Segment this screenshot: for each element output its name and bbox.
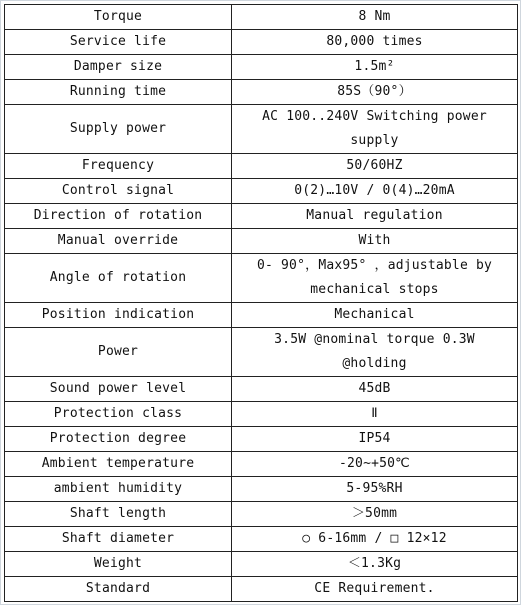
spec-value: 1.5m² <box>232 55 518 80</box>
table-row <box>5 55 518 80</box>
spec-label: Protection degree <box>5 427 232 452</box>
spec-label: Ambient temperature <box>5 452 232 477</box>
table-row <box>5 427 518 452</box>
spec-value: ＞50mm <box>232 502 518 527</box>
spec-value: IP54 <box>232 427 518 452</box>
table-row <box>5 179 518 204</box>
spec-label: Weight <box>5 552 232 577</box>
table-row <box>5 80 518 105</box>
table-row <box>5 552 518 577</box>
spec-label: Power <box>5 328 232 377</box>
spec-label: Position indication <box>5 303 232 328</box>
spec-value: 45dB <box>232 377 518 402</box>
spec-label: Manual override <box>5 229 232 254</box>
spec-value: AC 100..240V Switching power supply <box>232 105 518 154</box>
table-row <box>5 303 518 328</box>
table-row <box>5 502 518 527</box>
spec-label: Damper size <box>5 55 232 80</box>
table-row <box>5 402 518 427</box>
spec-label: Supply power <box>5 105 232 154</box>
table-row <box>5 154 518 179</box>
spec-value: -20~+50℃ <box>232 452 518 477</box>
spec-label: Shaft diameter <box>5 527 232 552</box>
spec-label: Running time <box>5 80 232 105</box>
spec-value: With <box>232 229 518 254</box>
spec-value: ○ 6-16mm / □ 12×12 <box>232 527 518 552</box>
table-row <box>5 577 518 602</box>
spec-label: Torque <box>5 5 232 30</box>
spec-label: Angle of rotation <box>5 254 232 303</box>
spec-value: 3.5W @nominal torque 0.3W @holding <box>232 328 518 377</box>
table-row <box>5 527 518 552</box>
spec-value: 5-95%RH <box>232 477 518 502</box>
table-row <box>5 328 518 377</box>
spec-value: 0- 90°，Max95° ，adjustable by mechanical stops <box>232 254 518 303</box>
spec-label: Direction of rotation <box>5 204 232 229</box>
spec-value: 8 Nm <box>232 5 518 30</box>
spec-value: CE Requirement. <box>232 577 518 602</box>
spec-label: Sound power level <box>5 377 232 402</box>
spec-value: Ⅱ <box>232 402 518 427</box>
spec-value: 80,000 times <box>232 30 518 55</box>
table-row <box>5 229 518 254</box>
spec-label: Shaft length <box>5 502 232 527</box>
spec-value: Manual regulation <box>232 204 518 229</box>
spec-value: 0(2)…10V / 0(4)…20mA <box>232 179 518 204</box>
spec-label: Control signal <box>5 179 232 204</box>
spec-value: 85S（90°） <box>232 80 518 105</box>
table-row <box>5 254 518 303</box>
table-row <box>5 5 518 30</box>
table-row <box>5 105 518 154</box>
spec-value: ＜1.3Kg <box>232 552 518 577</box>
spec-table <box>4 4 518 602</box>
spec-label: Service life <box>5 30 232 55</box>
table-row <box>5 477 518 502</box>
spec-label: ambient humidity <box>5 477 232 502</box>
table-row <box>5 30 518 55</box>
table-row <box>5 452 518 477</box>
spec-label: Standard <box>5 577 232 602</box>
spec-value: 50/60HZ <box>232 154 518 179</box>
table-row <box>5 377 518 402</box>
spec-label: Frequency <box>5 154 232 179</box>
spec-label: Protection class <box>5 402 232 427</box>
table-row <box>5 204 518 229</box>
spec-value: Mechanical <box>232 303 518 328</box>
